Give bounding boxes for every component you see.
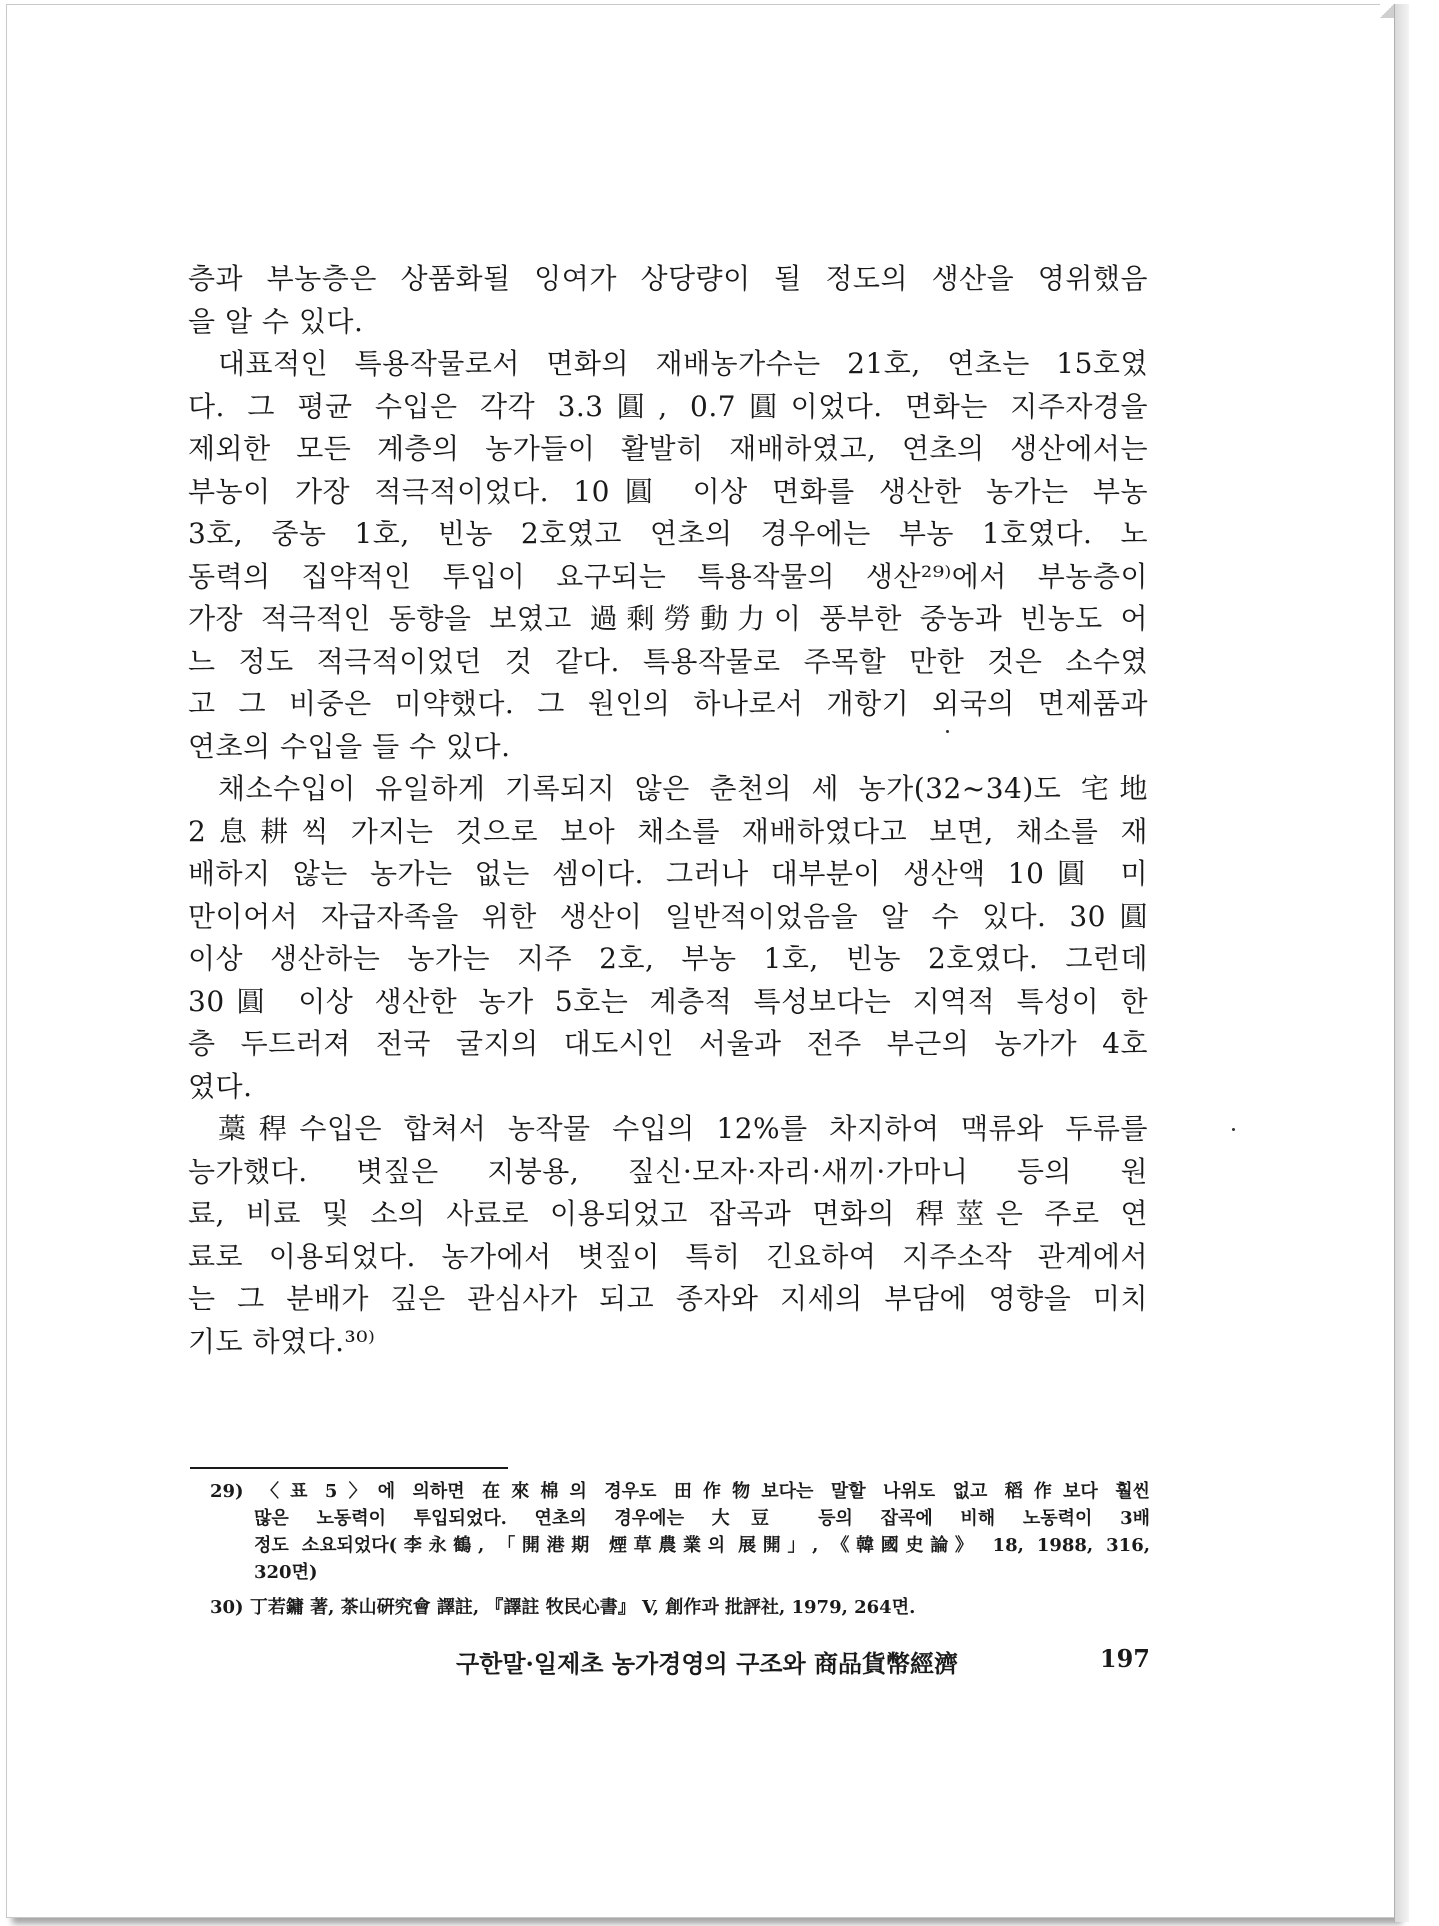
scan-speck — [946, 730, 949, 733]
footnote-line: 정도 소요되었다(李永鶴, 「開港期 煙草農業의 展開」, 《韓國史論》 18, 1988, 316, — [254, 1535, 1150, 1556]
body-line: 층 두드러져 전국 굴지의 대도시인 서울과 전주 부근의 농가가 4호 — [188, 1027, 1148, 1060]
body-line: 층과 부농층은 상품화될 잉여가 상당량이 될 정도의 생산을 영위했음 — [188, 262, 1148, 295]
body-line: 채소수입이 유일하게 기록되지 않은 춘천의 세 농가(32~34)도 宅地 — [218, 772, 1148, 805]
body-line: 다. 그 평균 수입은 각각 3.3圓, 0.7圓이었다. 면화는 지주자경을 — [188, 389, 1148, 423]
running-footer — [456, 1644, 1150, 1679]
body-line: 고 그 비중은 미약했다. 그 원인의 하나로서 개항기 외국의 면제품과 — [188, 687, 1148, 720]
scan-speck — [1232, 1128, 1235, 1131]
body-line: 藁稈수입은 합쳐서 농작물 수입의 12%를 차지하여 맥류와 두류를 — [218, 1112, 1148, 1145]
footnotes — [210, 1478, 1150, 1621]
body-line: 동력의 집약적인 투입이 요구되는 특용작물의 생산²⁹⁾에서 부농층이 — [188, 559, 1148, 593]
body-line: 배하지 않는 농가는 없는 셈이다. 그러나 대부분이 생산액 10圓 미 — [188, 857, 1148, 890]
page-number: 197 — [1099, 1644, 1150, 1673]
footnote-line: 많은 노동력이 투입되었다. 연초의 경우에는 大豆 등의 잡곡에 비해 노동력이 3배 — [254, 1508, 1150, 1529]
footnote-line: 29) 〈표 5〉에 의하면 在來棉의 경우도 田作物보다는 말할 나위도 없고 稻作보다 훨씬 — [210, 1481, 1150, 1502]
body-line: 가장 적극적인 동향을 보였고 過剩勞動力이 풍부한 중농과 빈농도 어 — [188, 602, 1148, 635]
footnote-line: 320면) — [254, 1562, 318, 1583]
body-line: 부농이 가장 적극적이었다. 10圓 이상 면화를 생산한 농가는 부농 — [188, 474, 1148, 508]
body-line: 는 그 분배가 깊은 관심사가 되고 종자와 지세의 부담에 영향을 미치 — [188, 1282, 1148, 1315]
body-line: 기도 하였다.³⁰⁾ — [188, 1324, 376, 1358]
body-line: 만이어서 자급자족을 위한 생산이 일반적이었음을 알 수 있다. 30圓 — [188, 899, 1148, 933]
body-line: 30圓 이상 생산한 농가 5호는 계층적 특성보다는 지역적 특성이 한 — [188, 984, 1148, 1018]
footnote-line: 30) 丁若鏞 著, 茶山硏究會 譯註, 『譯註 牧民心書』 V, 創作과 批評社, 1979, 264면. — [210, 1597, 916, 1618]
body-line: 을 알 수 있다. — [188, 304, 364, 338]
running-footer-title: 구한말·일제초 농가경영의 구조와 商品貨幣經濟 — [456, 1649, 958, 1678]
body-text — [188, 258, 1148, 1363]
body-line: 료, 비료 및 소의 사료로 이용되었고 잡곡과 면화의 稈莖은 주로 연 — [188, 1197, 1148, 1230]
page-corner-fold — [1380, 4, 1394, 18]
body-line: 3호, 중농 1호, 빈농 2호였고 연초의 경우에는 부농 1호였다. 노 — [188, 517, 1148, 550]
page-stack-edge — [1394, 4, 1409, 1922]
body-line: 료로 이용되었다. 농가에서 볏짚이 특히 긴요하여 지주소작 관계에서 — [188, 1239, 1148, 1273]
body-line: 대표적인 특용작물로서 면화의 재배농가수는 21호, 연초는 15호였 — [218, 347, 1148, 380]
footnote-separator — [190, 1467, 508, 1469]
body-line: 제외한 모든 계층의 농가들이 활발히 재배하였고, 연초의 생산에서는 — [188, 432, 1148, 465]
body-line: 느 정도 적극적이었던 것 같다. 특용작물로 주목할 만한 것은 소수였 — [188, 644, 1148, 678]
body-line: 이상 생산하는 농가는 지주 2호, 부농 1호, 빈농 2호였다. 그런데 — [188, 942, 1148, 975]
body-line: 2息耕씩 가지는 것으로 보아 채소를 재배하였다고 보면, 채소를 재 — [188, 814, 1148, 848]
body-line: 능가했다. 볏짚은 지붕용, 짚신·모자·자리·새끼·가마니 등의 원 — [188, 1154, 1148, 1188]
body-line: 였다. — [188, 1069, 253, 1103]
body-line: 연초의 수입을 들 수 있다. — [188, 729, 511, 763]
